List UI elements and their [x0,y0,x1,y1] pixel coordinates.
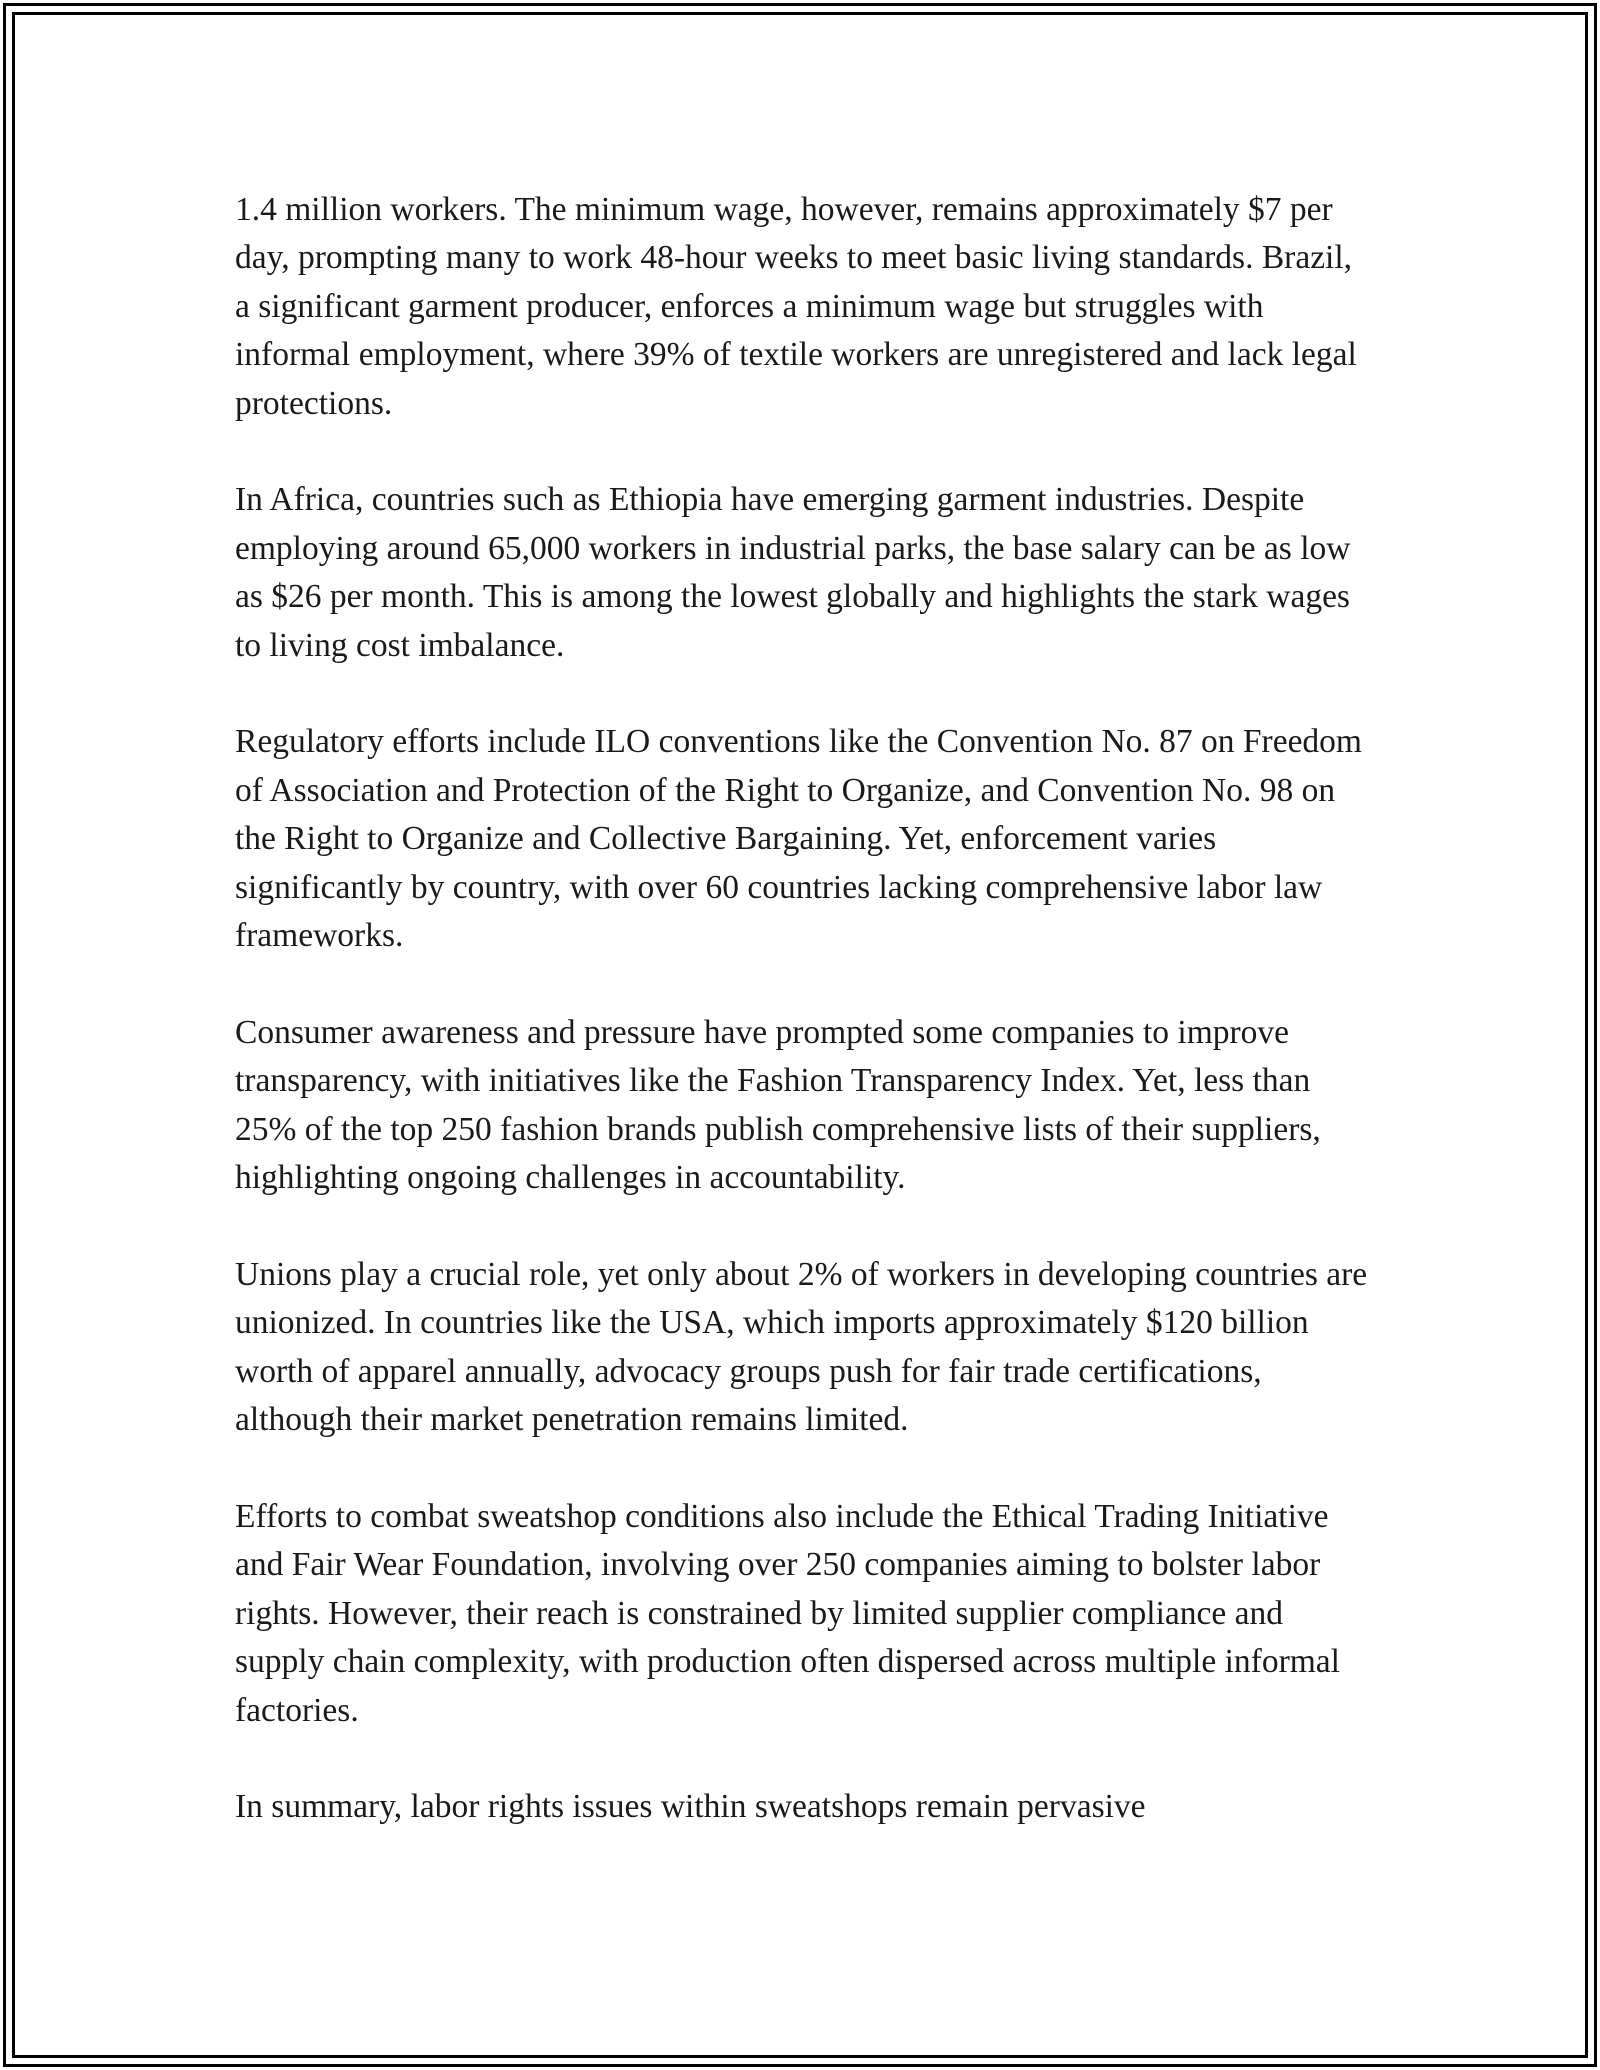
paragraph-summary: In summary, labor rights issues within sweatshops remain pervasive [235,1788,1146,1826]
paragraph-africa-ethiopia: In Africa, countries such as Ethiopia have emerging garment industries. Despite employing around 65,000 workers in industrial parks, the base salary can be as low as $26 per month. This is among the lowest globally and highlights the stark wages to living cost imbalance. [235,481,1351,664]
paragraph-combat-efforts: Efforts to combat sweatshop conditions also include the Ethical Trading Initiative and Fair Wear Foundation, involving over 250 companies aiming to bolster labor rights. However, their reach is constrained by limited supplier compliance and supply chain complexity, with production often dispersed across multiple informal factories. [235,1497,1340,1729]
paragraph-regulatory-efforts: Regulatory efforts include ILO conventions like the Convention No. 87 on Freedom of Association and Protection of the Right to Organize, and Convention No. 98 on the Right to Organize and Collective Bargaining. Yet, enforcement varies significantly by country, with over 60 countries lacking comprehensive labor law frameworks. [235,723,1362,955]
document-body [235,186,1375,1832]
paragraph-wages-brazil: 1.4 million workers. The minimum wage, however, remains approximately $7 per day, prompting many to work 48-hour weeks to meet basic living standards. Brazil, a significant garment producer, enforces a minimum wage but struggles with informal employment, where 39% of textile workers are unregistered and lack legal protections. [235,191,1357,422]
paragraph-unions: Unions play a crucial role, yet only about 2% of workers in developing countries are unionized. In countries like the USA, which imports approximately $120 billion worth of apparel annually, advocacy groups push for fair trade certifications, although their market penetration remains limited. [235,1255,1368,1439]
paragraph-consumer-awareness: Consumer awareness and pressure have prompted some companies to improve transparency, with initiatives like the Fashion Transparency Index. Yet, less than 25% of the top 250 fashion brands publish comprehensive lists of their suppliers, highlighting ongoing challenges in accountability. [235,1013,1321,1197]
